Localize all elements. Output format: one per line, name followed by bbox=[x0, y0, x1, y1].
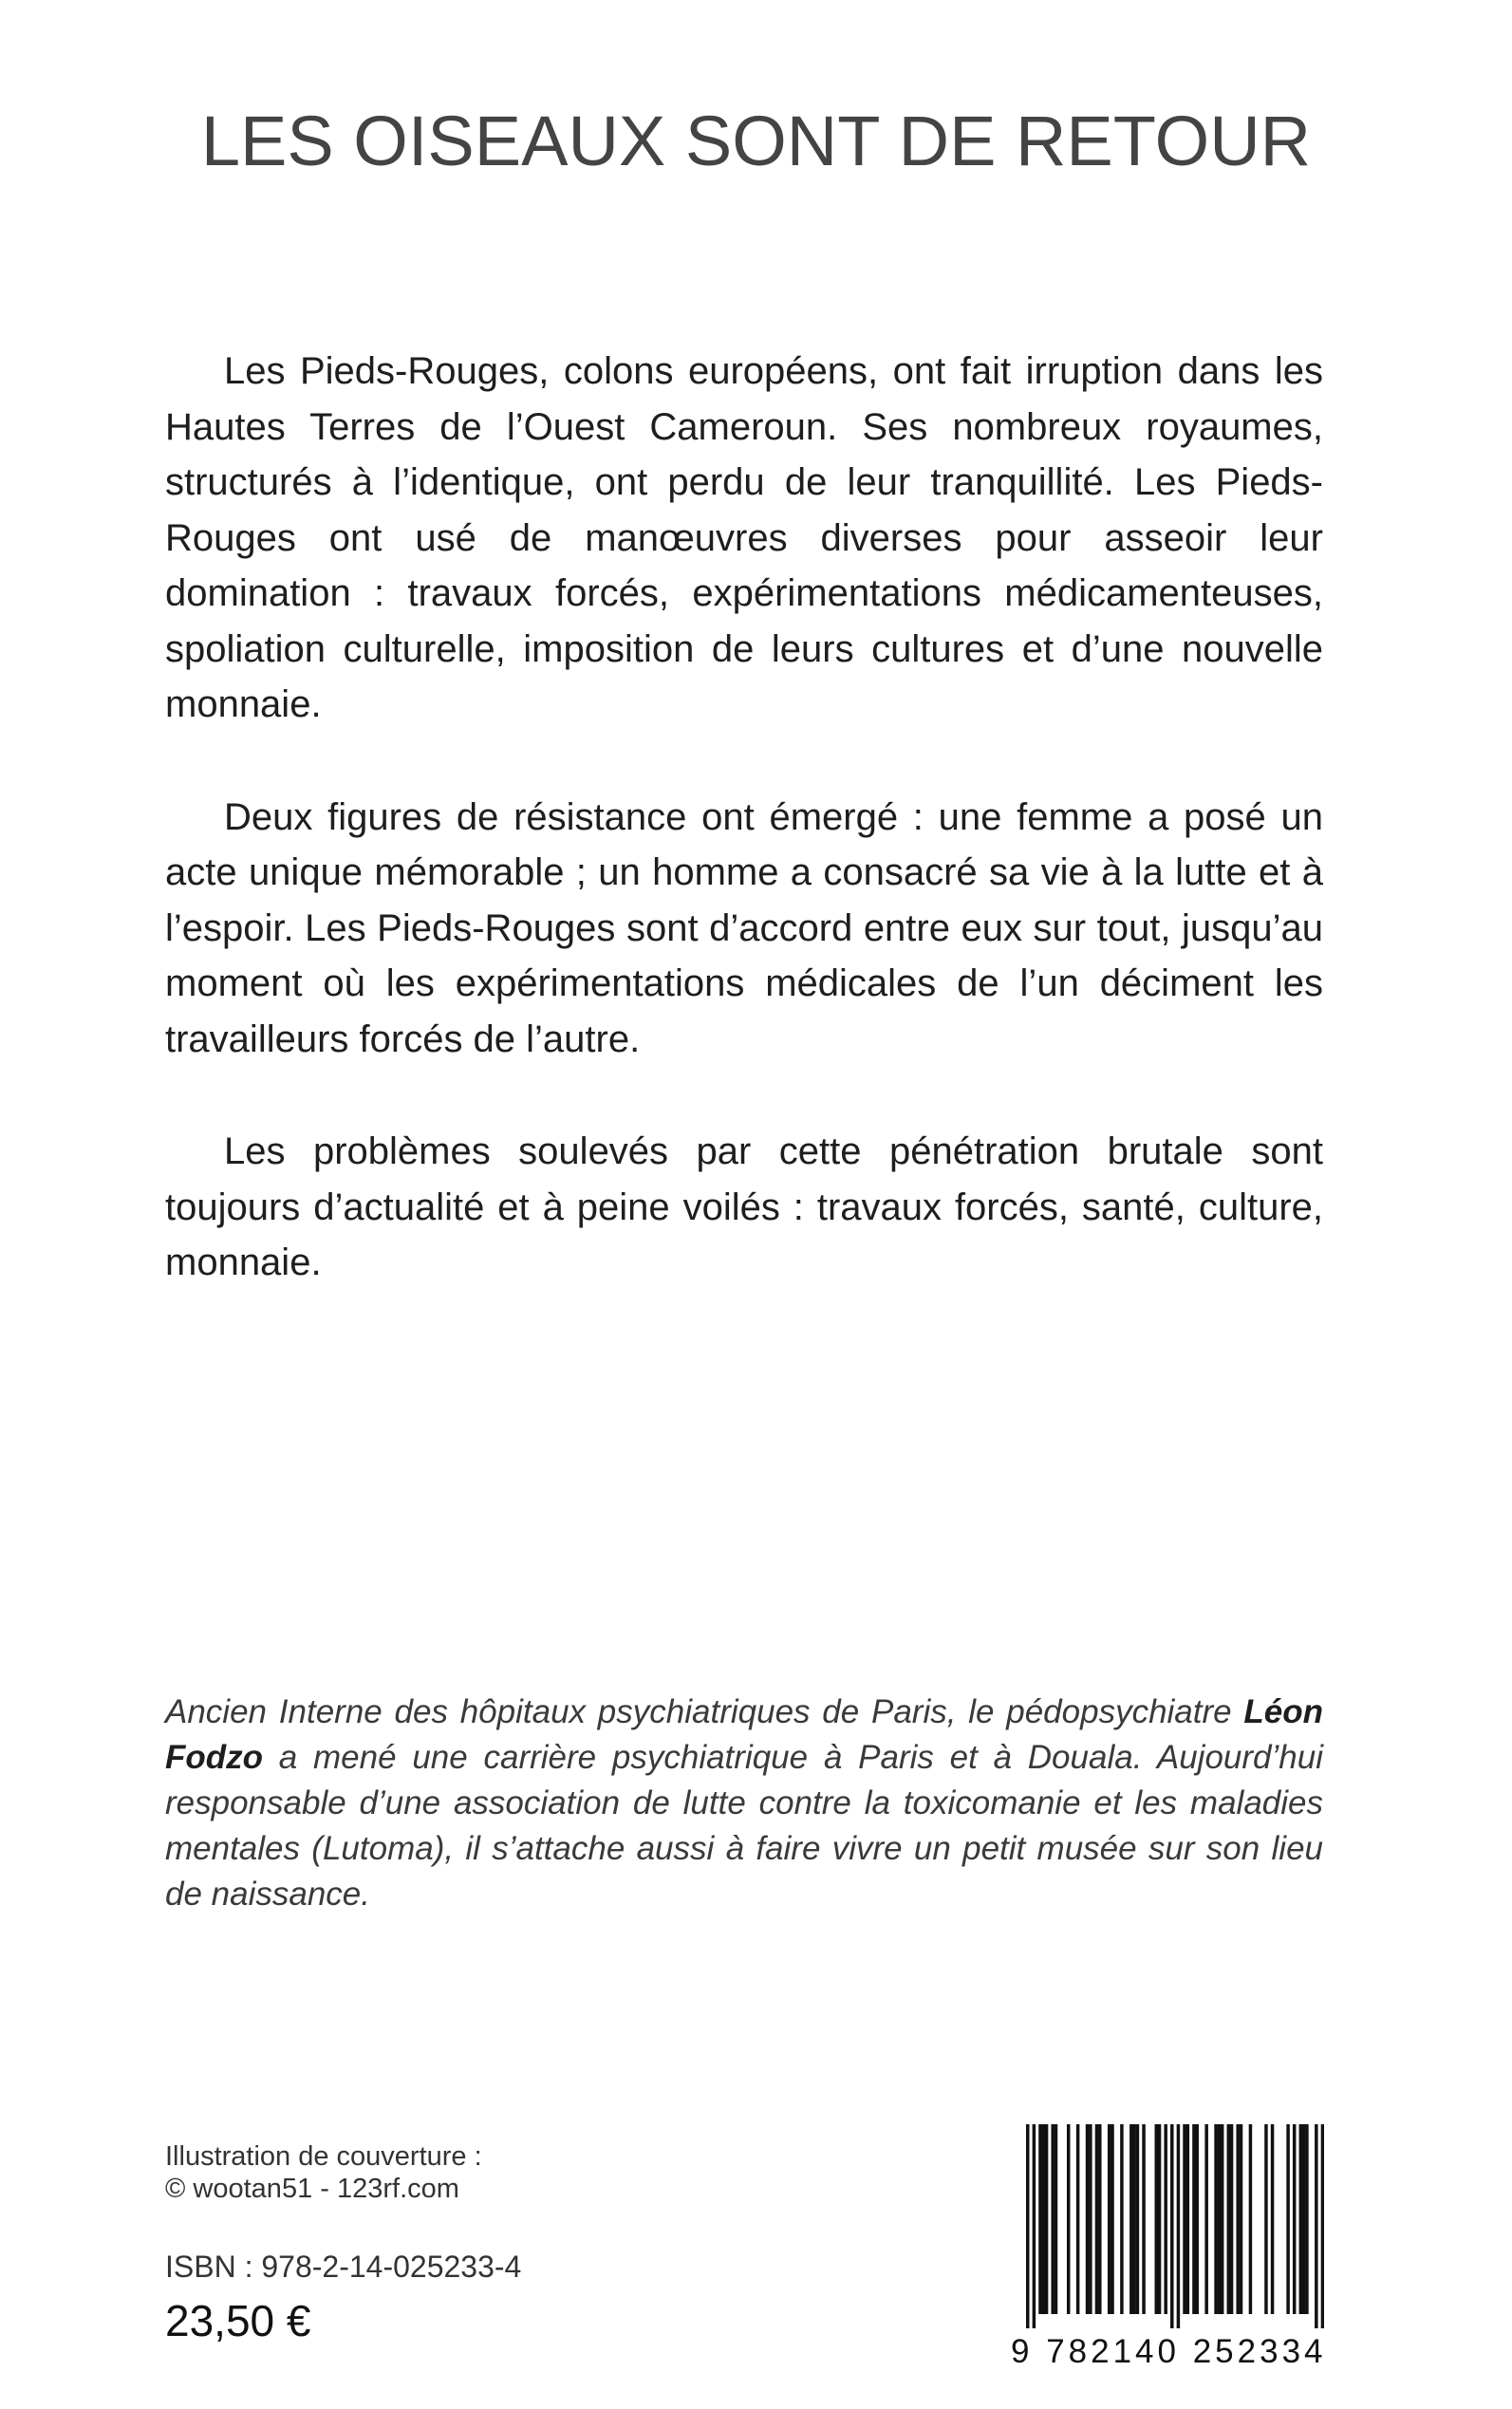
barcode-bar bbox=[1221, 2124, 1224, 2314]
barcode-bar bbox=[1204, 2124, 1208, 2314]
barcode-bar bbox=[1026, 2124, 1030, 2328]
barcode-bar bbox=[1095, 2124, 1099, 2314]
cover-illustration-credit bbox=[165, 2140, 482, 2205]
barcode-bar bbox=[1315, 2124, 1318, 2328]
barcode-bar bbox=[1192, 2124, 1196, 2314]
barcode-bar bbox=[1218, 2124, 1222, 2314]
isbn: ISBN : 978-2-14-025233-4 bbox=[165, 2250, 522, 2284]
price: 23,50 € bbox=[165, 2296, 311, 2345]
barcode-bar bbox=[1164, 2124, 1167, 2314]
barcode-bar bbox=[1033, 2124, 1036, 2328]
barcode-bar bbox=[1158, 2124, 1162, 2314]
barcode-bar bbox=[1136, 2124, 1140, 2314]
barcode-bar bbox=[1195, 2124, 1199, 2314]
credit-label: Illustration de couverture : bbox=[165, 2141, 482, 2172]
barcode-bar bbox=[1177, 2124, 1181, 2328]
barcode-bar bbox=[1183, 2124, 1186, 2314]
author-bio-intro: Ancien Interne des hôpitaux psychiatriques de Paris, le pédopsychiatre bbox=[165, 1693, 1244, 1730]
barcode-bar bbox=[1132, 2124, 1136, 2314]
barcode-bar bbox=[1230, 2124, 1234, 2314]
barcode-bar bbox=[1186, 2124, 1190, 2314]
barcode-bar bbox=[1120, 2124, 1124, 2314]
barcode-bar bbox=[1240, 2124, 1243, 2314]
barcode-bar bbox=[1249, 2124, 1253, 2314]
barcode-bar bbox=[1089, 2124, 1092, 2314]
author-bio bbox=[165, 1690, 1323, 1917]
barcode-bar bbox=[1170, 2124, 1174, 2328]
author-bio-rest: a mené une carrière psychiatrique à Paris et à Douala. Aujourd’hui responsable d’une association de lutte contre la toxicomanie et les maladies mentales (Lutoma), il s’attache aussi à faire vivre un petit musée sur son lieu de naissance. bbox=[165, 1739, 1323, 1913]
back-cover-summary bbox=[165, 344, 1323, 1348]
barcode-bar bbox=[1286, 2124, 1290, 2314]
barcode-bar bbox=[1264, 2124, 1268, 2314]
summary-paragraph-2: Deux figures de résistance ont émergé : une femme a posé un acte unique mémorable ; un homme a consacré sa vie à la lutte et à l’espoir. Les Pieds-Rouges sont d’accord entre eux sur tout, jusqu’au moment où les expérimentations médicales de l’un déciment les travailleurs forcés de l’autre. bbox=[165, 795, 1323, 1060]
barcode-bar bbox=[1098, 2124, 1102, 2314]
barcode-bar bbox=[1155, 2124, 1159, 2314]
barcode-bar bbox=[1051, 2124, 1055, 2314]
barcode-bar bbox=[1142, 2124, 1146, 2314]
barcode-bar bbox=[1045, 2124, 1049, 2314]
barcode-bar bbox=[1321, 2124, 1324, 2328]
barcode-bar bbox=[1038, 2124, 1042, 2314]
barcode-bar bbox=[1227, 2124, 1231, 2314]
summary-paragraph-3: Les problèmes soulevés par cette pénétration brutale sont toujours d’actualité et à peine voilés : travaux forcés, santé, culture, monnaie. bbox=[165, 1130, 1323, 1283]
barcode-bar bbox=[1086, 2124, 1090, 2314]
author-name: Léon Fodzo bbox=[165, 1693, 1323, 1776]
barcode-bar bbox=[1271, 2124, 1275, 2314]
barcode-bar bbox=[1067, 2124, 1071, 2314]
barcode-bar bbox=[1236, 2124, 1240, 2314]
barcode-block bbox=[1011, 2124, 1327, 2371]
credit-source: © wootan51 - 123rf.com bbox=[165, 2174, 459, 2204]
barcode-bar bbox=[1076, 2124, 1080, 2314]
barcode-bar bbox=[1111, 2124, 1114, 2314]
barcode-bar bbox=[1293, 2124, 1297, 2314]
barcode-digits: 9 782140 252334 bbox=[1011, 2333, 1327, 2370]
barcode-bar bbox=[1305, 2124, 1309, 2314]
barcode-bar bbox=[1299, 2124, 1303, 2314]
barcode-bar bbox=[1108, 2124, 1111, 2314]
barcode-icon bbox=[1026, 2124, 1324, 2328]
book-title: LES OISEAUX SONT DE RETOUR bbox=[200, 102, 1312, 180]
barcode-bar bbox=[1302, 2124, 1306, 2314]
barcode-bar bbox=[1055, 2124, 1058, 2314]
barcode-bar bbox=[1042, 2124, 1046, 2314]
barcode-bar bbox=[1214, 2124, 1218, 2314]
barcode-bar bbox=[1129, 2124, 1133, 2314]
summary-paragraph-1: Les Pieds-Rouges, colons européens, ont fait irruption dans les Hautes Terres de l’Ouest Cameroun. Ses nombreux royaumes, structurés à l’identique, ont perdu de leur tranquillité. Les Pieds-Rouges ont usé de manœuvres diverses pour asseoir leur domination : travaux forcés, expérimentations médicamenteuses, spoliation culturelle, imposition de leurs cultures et d’une nouvelle monnaie. bbox=[165, 350, 1323, 725]
